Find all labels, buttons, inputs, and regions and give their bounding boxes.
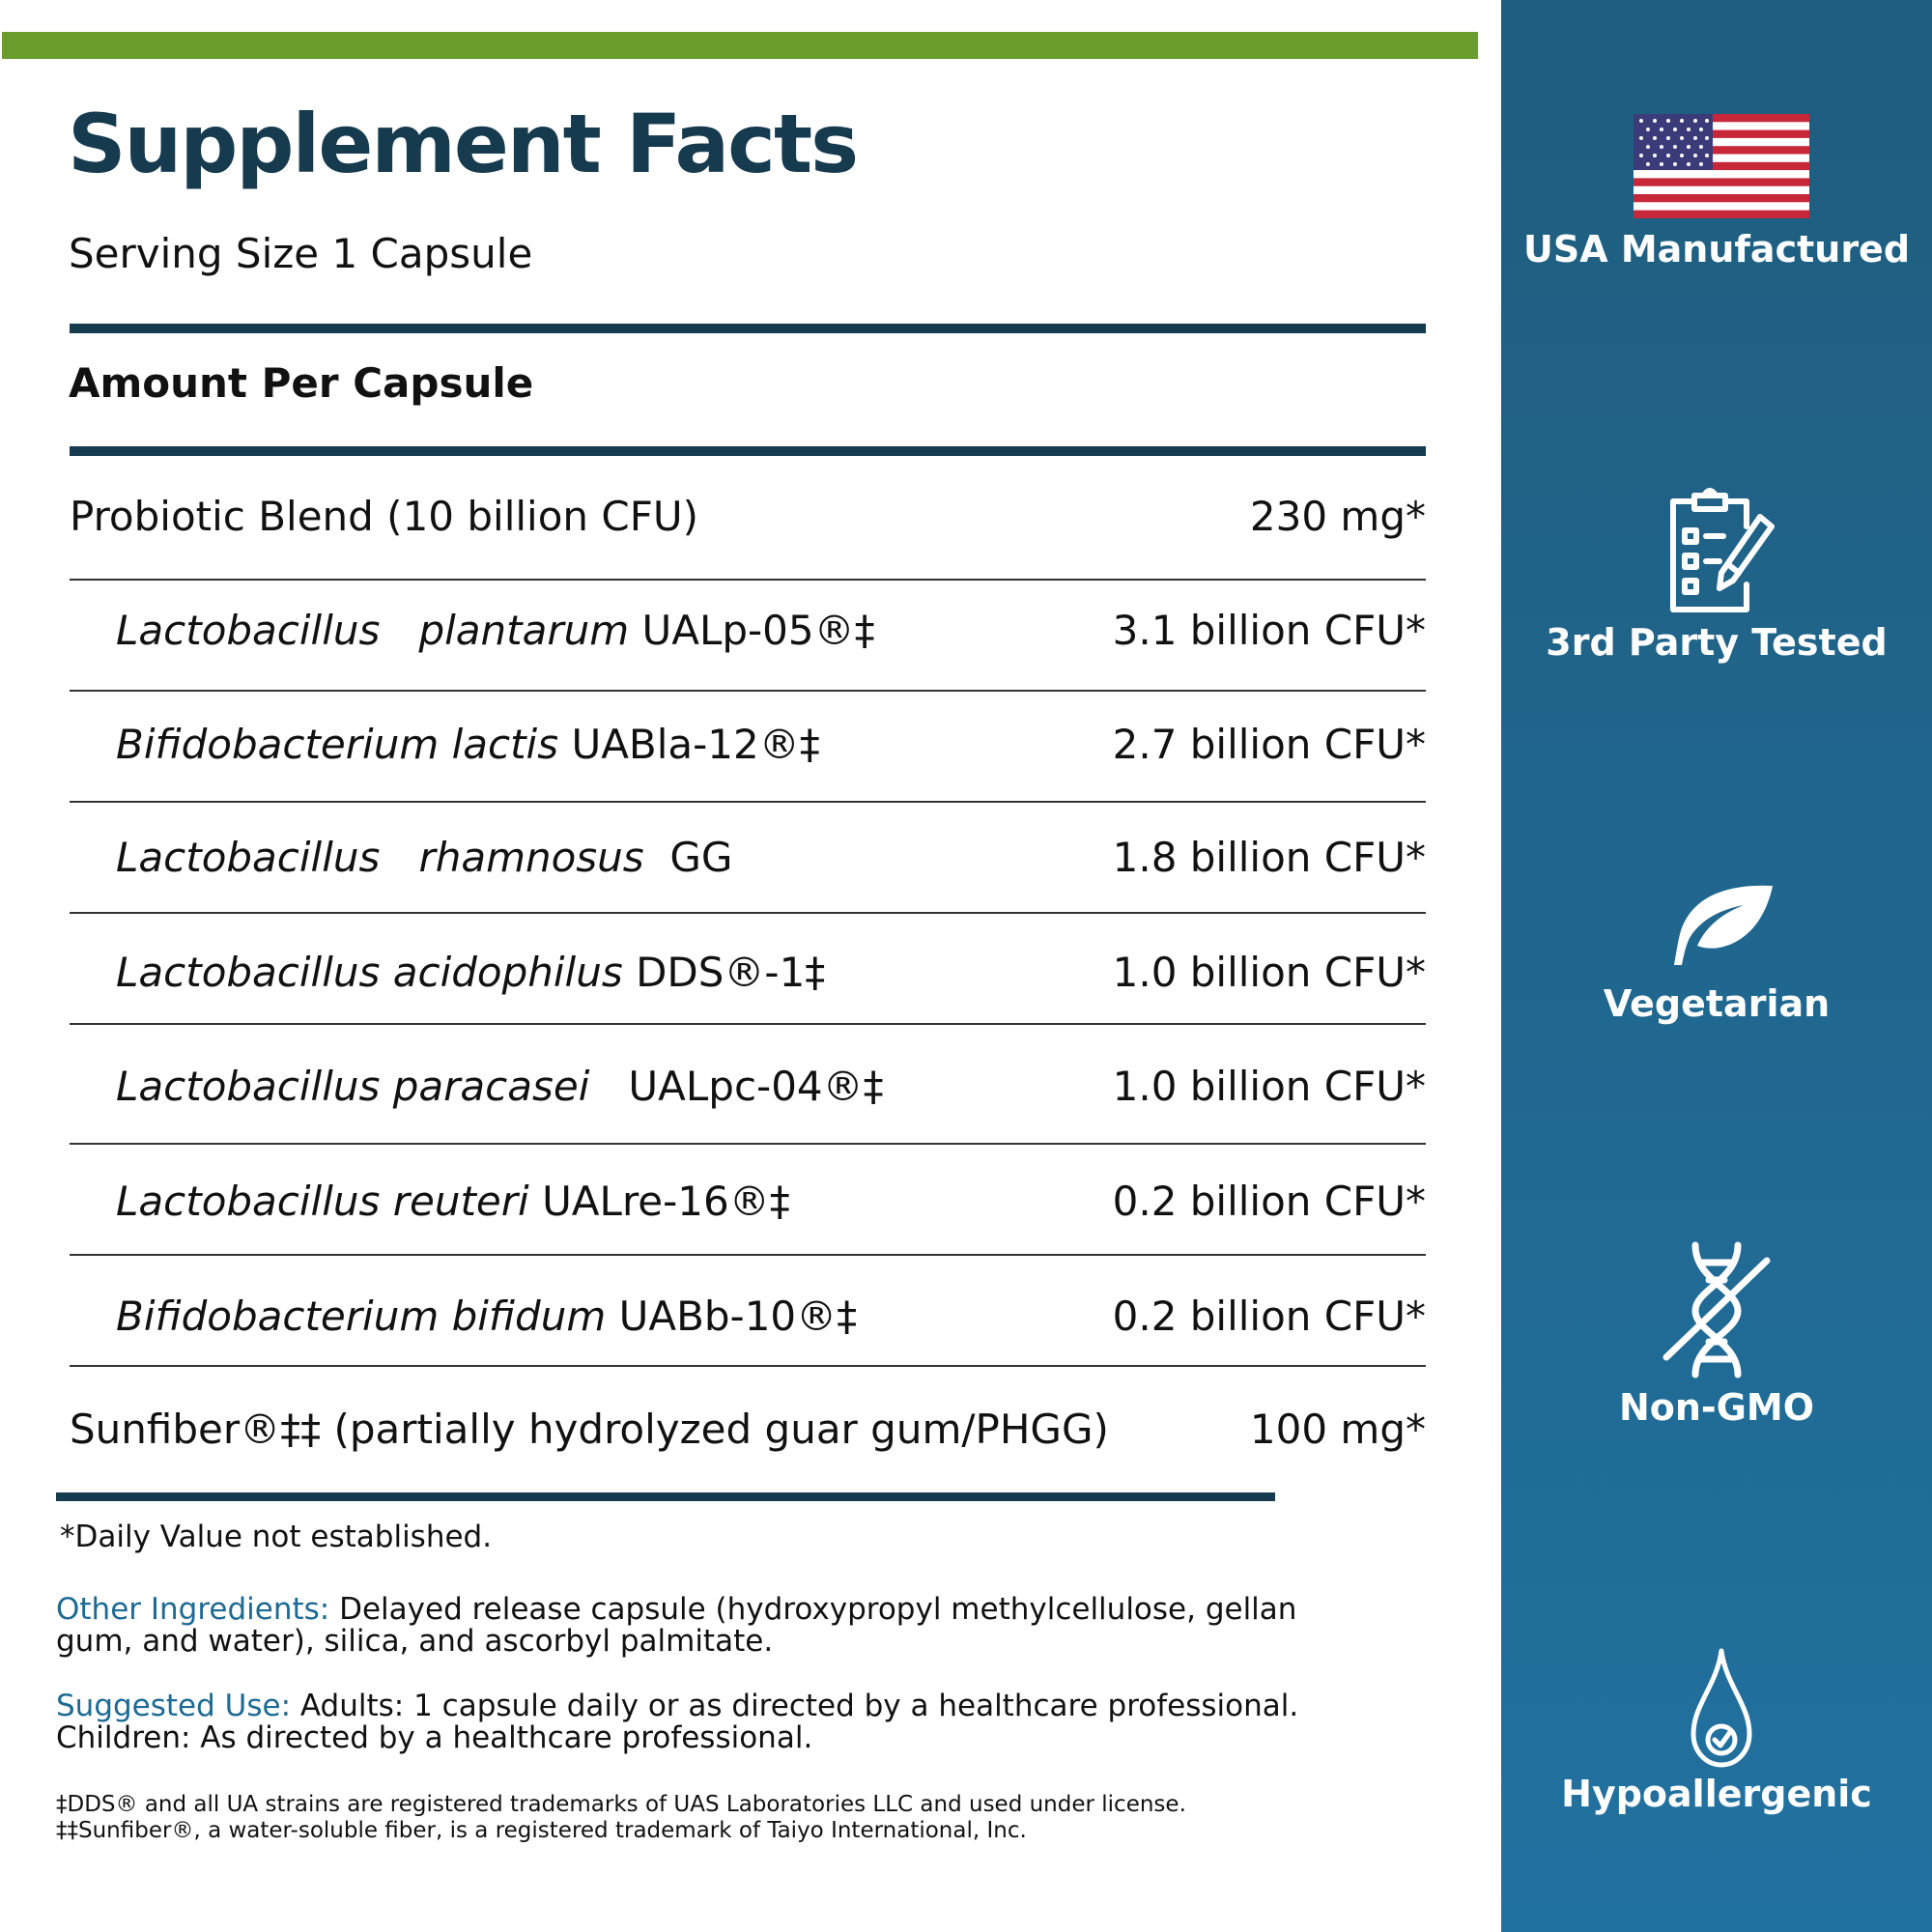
other-ingredients-label: Other Ingredients:	[56, 1592, 330, 1627]
amount-per-capsule-header: Amount Per Capsule	[69, 359, 534, 407]
row-divider	[70, 1023, 1426, 1025]
fiber-name: Sunfiber®‡‡ (partially hydrolyzed guar gum/PHGG)	[70, 1406, 1109, 1453]
strain-code: UABb-10®‡	[606, 1293, 858, 1340]
strain-code: UALre-16®‡	[528, 1178, 790, 1225]
row-divider	[70, 1143, 1426, 1145]
feature-sidebar	[1501, 0, 1932, 1932]
usa-flag-icon	[1634, 114, 1809, 218]
strain-amount: 0.2 billion CFU*	[1112, 1178, 1426, 1225]
strain-species: Lactobacillus plantarum	[116, 607, 630, 654]
row-divider	[70, 579, 1426, 581]
row-divider	[70, 690, 1426, 692]
strain-amount: 2.7 billion CFU*	[1112, 721, 1426, 768]
strain-amount: 0.2 billion CFU*	[1112, 1293, 1426, 1340]
row-divider	[70, 1365, 1426, 1367]
strain-species: Bifidobacterium lactis	[116, 721, 559, 768]
header-divider-top	[70, 324, 1426, 333]
top-accent-bar	[2, 32, 1478, 59]
facts-bottom-rule	[56, 1492, 1275, 1501]
strain-amount: 1.8 billion CFU*	[1112, 834, 1426, 881]
strain-amount: 1.0 billion CFU*	[1112, 1063, 1426, 1110]
footnote-trademark-sunfiber: ‡‡Sunfiber®, a water-soluble fiber, is a registered trademark of Taiyo International, Inc.	[56, 1818, 1027, 1843]
strain-species: Lactobacillus acidophilus	[116, 949, 623, 996]
badge-label: USA Manufactured	[1522, 228, 1911, 270]
fiber-amount: 100 mg*	[1249, 1406, 1426, 1453]
suggested-use	[56, 1690, 1312, 1754]
badge-label: Non-GMO	[1618, 1386, 1815, 1429]
crossed-dna-icon	[1659, 1241, 1775, 1378]
badge-label: Vegetarian	[1603, 982, 1831, 1025]
daily-value-note: *Daily Value not established.	[60, 1520, 493, 1554]
blend-name: Probiotic Blend (10 billion CFU)	[70, 493, 698, 540]
suggested-use-label: Suggested Use:	[56, 1689, 292, 1723]
strain-amount: 1.0 billion CFU*	[1112, 949, 1426, 996]
strain-code: UALpc-04®‡	[589, 1063, 884, 1110]
strain-code: GG	[643, 834, 733, 881]
strain-species: Lactobacillus rhamnosus	[116, 834, 644, 881]
other-ingredients	[56, 1594, 1312, 1658]
row-divider	[70, 801, 1426, 803]
strain-code: UALp-05®‡	[629, 607, 875, 654]
page-title: Supplement Facts	[68, 97, 858, 191]
strain-code: DDS®-1‡	[622, 949, 826, 996]
strain-species: Lactobacillus reuteri	[116, 1178, 529, 1225]
strain-species: Lactobacillus paracasei	[116, 1063, 590, 1110]
leaf-icon	[1668, 882, 1775, 969]
other-ingredients-text: Delayed release capsule (hydroxypropyl methylcellulose, gellan gum, and water), silica, and ascorbyl palmitate.	[56, 1592, 1297, 1659]
row-divider	[70, 1254, 1426, 1256]
blend-amount: 230 mg*	[1249, 493, 1426, 540]
clipboard-checklist-icon	[1663, 488, 1779, 613]
strain-amount: 3.1 billion CFU*	[1112, 607, 1426, 654]
header-divider-bottom	[70, 446, 1426, 456]
serving-size: Serving Size 1 Capsule	[69, 230, 533, 277]
strain-code: UABla-12®‡	[558, 721, 820, 768]
badge-label: Hypoallergenic	[1561, 1773, 1872, 1815]
strain-species: Bifidobacterium bifidum	[116, 1293, 607, 1340]
droplet-check-icon	[1688, 1647, 1755, 1769]
row-divider	[70, 912, 1426, 914]
badge-label: 3rd Party Tested	[1546, 621, 1888, 664]
footnote-trademark-strains: ‡DDS® and all UA strains are registered trademarks of UAS Laboratories LLC and used under license.	[56, 1792, 1186, 1817]
suggested-use-text: Adults: 1 capsule daily or as directed by a healthcare professional. Children: As directed by a healthcare professional.	[56, 1689, 1299, 1755]
